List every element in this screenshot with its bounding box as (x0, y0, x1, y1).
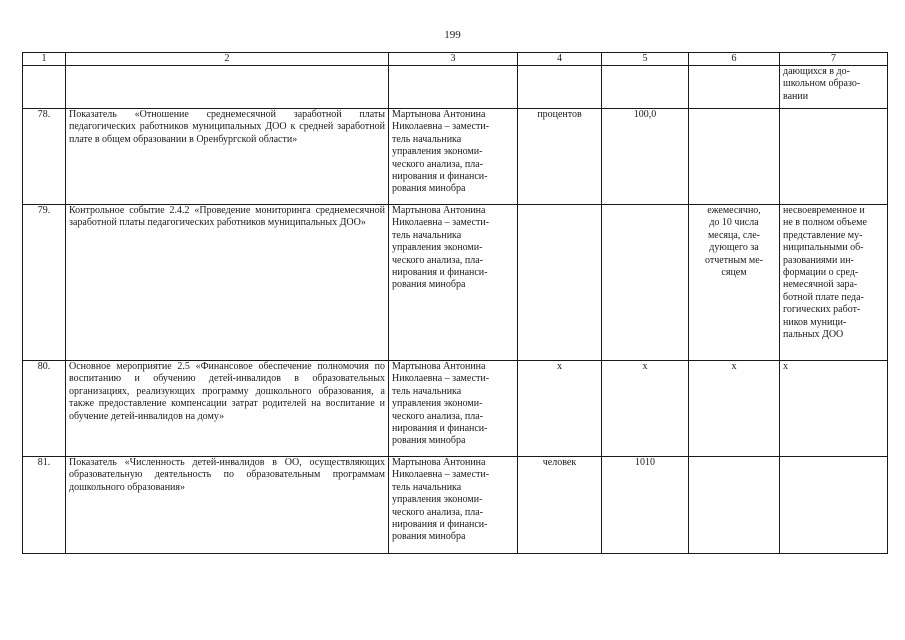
target-value: 1010 (602, 457, 689, 554)
consequences: несвоевременное и не в полном объеме представление му- ниципальными об- разованиями ин- формации о сред- немесячной зара- ботной плате педа- гогических работ- ников муници- пальных ДОО (780, 205, 888, 361)
measures-table (22, 52, 888, 554)
row-number: 78. (23, 109, 66, 205)
consequences (780, 457, 888, 554)
column-header: 6 (689, 53, 780, 66)
consequences: х (780, 361, 888, 457)
measure-name: Показатель «Отношение среднемесячной заработной платы педагогических работников муниципальных ДОО к средней заработной плате в общем образовании в Оренбургской области» (66, 109, 389, 205)
row-number (23, 66, 66, 109)
deadline (689, 109, 780, 205)
column-header: 1 (23, 53, 66, 66)
target-value: х (602, 361, 689, 457)
consequences: дающихся в до- школьном образо- вании (780, 66, 888, 109)
deadline: ежемесячно, до 10 числа месяца, сле- дующего за отчетным ме- сяцем (689, 205, 780, 361)
unit-of-measure: процентов (518, 109, 602, 205)
responsible-person: Мартынова Антонина Николаевна – замести- тель начальника управления экономи- ческого анализа, пла- нирования и финанси- рования минобра (389, 109, 518, 205)
measure-name: Контрольное событие 2.4.2 «Проведение мониторинга среднемесячной заработной платы педагогических работников муниципальных ДОО» (66, 205, 389, 361)
column-header: 4 (518, 53, 602, 66)
responsible-person (389, 66, 518, 109)
page-number: 199 (444, 29, 461, 41)
target-value (602, 205, 689, 361)
table-row (23, 361, 888, 457)
column-header: 2 (66, 53, 389, 66)
deadline: х (689, 361, 780, 457)
responsible-person: Мартынова Антонина Николаевна – замести- тель начальника управления экономи- ческого анализа, пла- нирования и финанси- рования минобра (389, 457, 518, 554)
unit-of-measure: х (518, 361, 602, 457)
table-row (23, 457, 888, 554)
unit-of-measure (518, 205, 602, 361)
measure-name: Основное мероприятие 2.5 «Финансовое обеспечение полномочия по воспитанию и обучению детей-инвалидов в образовательных организациях, реализующих программу дошкольного образования, а также предоставление компенсации затрат родителей на воспитание и обучение детей-инвалидов на дому» (66, 361, 389, 457)
row-number: 79. (23, 205, 66, 361)
unit-of-measure: человек (518, 457, 602, 554)
measure-name (66, 66, 389, 109)
row-number: 80. (23, 361, 66, 457)
table-row (23, 109, 888, 205)
column-header: 7 (780, 53, 888, 66)
column-header: 5 (602, 53, 689, 66)
table-row (23, 205, 888, 361)
header-row (23, 53, 888, 66)
deadline (689, 66, 780, 109)
unit-of-measure (518, 66, 602, 109)
column-header: 3 (389, 53, 518, 66)
responsible-person: Мартынова Антонина Николаевна – замести- тель начальника управления экономи- ческого анализа, пла- нирования и финанси- рования минобра (389, 361, 518, 457)
target-value: 100,0 (602, 109, 689, 205)
consequences (780, 109, 888, 205)
measure-name: Показатель «Численность детей-инвалидов в ОО, осуществляющих образовательную деятельность по образовательным программам дошкольного образования» (66, 457, 389, 554)
target-value (602, 66, 689, 109)
table-row (23, 66, 888, 109)
responsible-person: Мартынова Антонина Николаевна – замести- тель начальника управления экономи- ческого анализа, пла- нирования и финанси- рования минобра (389, 205, 518, 361)
row-number: 81. (23, 457, 66, 554)
deadline (689, 457, 780, 554)
